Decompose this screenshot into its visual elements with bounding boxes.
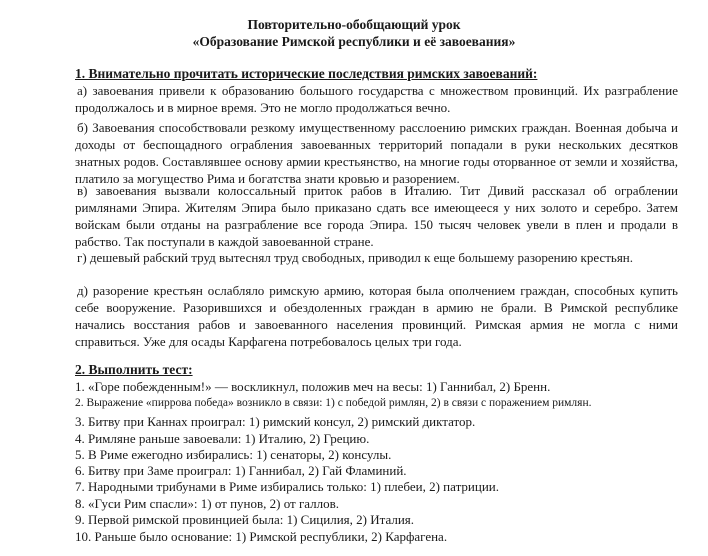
question-3: 3. Битву при Каннах проиграл: 1) римский консул, 2) римский диктатор. xyxy=(75,414,476,429)
question-7: 7. Народными трибунами в Риме избирались только: 1) плебеи, 2) патриции. xyxy=(75,479,499,494)
section2-heading: 2. Выполнить тест: xyxy=(75,362,193,377)
paragraph-b: б) Завоевания способствовали резкому имущественному расслоению римских граждан. Военная добыча и доходы от беспощадного ограбления завоеванных территорий попадали в руки нескольких десятков знатных родов. Составлявшее основу армии крестьянство, на многие годы оторванное от земли и хозяйства, платило за могущество Рима и богатства знати кровью и разорением. xyxy=(75,120,678,186)
paragraph-g: г) дешевый рабский труд вытеснял труд свободных, приводил к еще большему разорению крестьян. xyxy=(77,250,634,265)
question-4: 4. Римляне раньше завоевали: 1) Италию, 2) Грецию. xyxy=(75,431,370,446)
question-6: 6. Битву при Заме проиграл: 1) Ганнибал, 2) Гай Фламиний. xyxy=(75,463,407,478)
question-8: 8. «Гуси Рим спасли»: 1) от пунов, 2) от галлов. xyxy=(75,496,340,511)
paragraph-d: д) разорение крестьян ослабляло римскую армию, которая была ополчением граждан, способных купить себе вооружение. Разорившихся и обездоленных граждан в армию не брали. В Римской республике начались восстания рабов и завоеванного населения провинций. Римская армия не могла с ними справиться. Уже для осады Карфагена потребовалось целых три года. xyxy=(75,283,678,349)
lesson-subtitle: «Образование Римской республики и её завоевания» xyxy=(192,34,516,49)
lesson-title: Повторительно-обобщающий урок xyxy=(247,17,461,32)
question-1: 1. «Горе побежденным!» — воскликнул, положив меч на весы: 1) Ганнибал, 2) Бренн. xyxy=(75,379,551,394)
question-5: 5. В Риме ежегодно избирались: 1) сенаторы, 2) консулы. xyxy=(75,447,392,462)
paragraph-v: в) завоевания вызвали колоссальный приток рабов в Италию. Тит Дивий рассказал об ограблении римлянами Эпира. Жителям Эпира было приказано сдать все имеющееся у них золото и серебро. Затем войскам были отданы на разграбление все города Эпира. 150 тысяч человек увели в плен и продали в рабство. Так поступали в каждой завоеванной стране. xyxy=(75,183,678,249)
question-10: 10. Раньше было основание: 1) Римской республики, 2) Карфагена. xyxy=(75,529,448,544)
paragraph-a: а) завоевания привели к образованию большого государства с множеством провинций. Их разграбление продолжалось и в мирное время. Это не могло продолжаться вечно. xyxy=(75,83,678,115)
question-2: 2. Выражение «пиррова победа» возникло в связи: 1) с победой римлян, 2) в связи с поражением римлян. xyxy=(75,397,592,409)
section1-heading: 1. Внимательно прочитать исторические последствия римских завоеваний: xyxy=(75,66,538,81)
question-9: 9. Первой римской провинцией была: 1) Сицилия, 2) Италия. xyxy=(75,512,415,527)
